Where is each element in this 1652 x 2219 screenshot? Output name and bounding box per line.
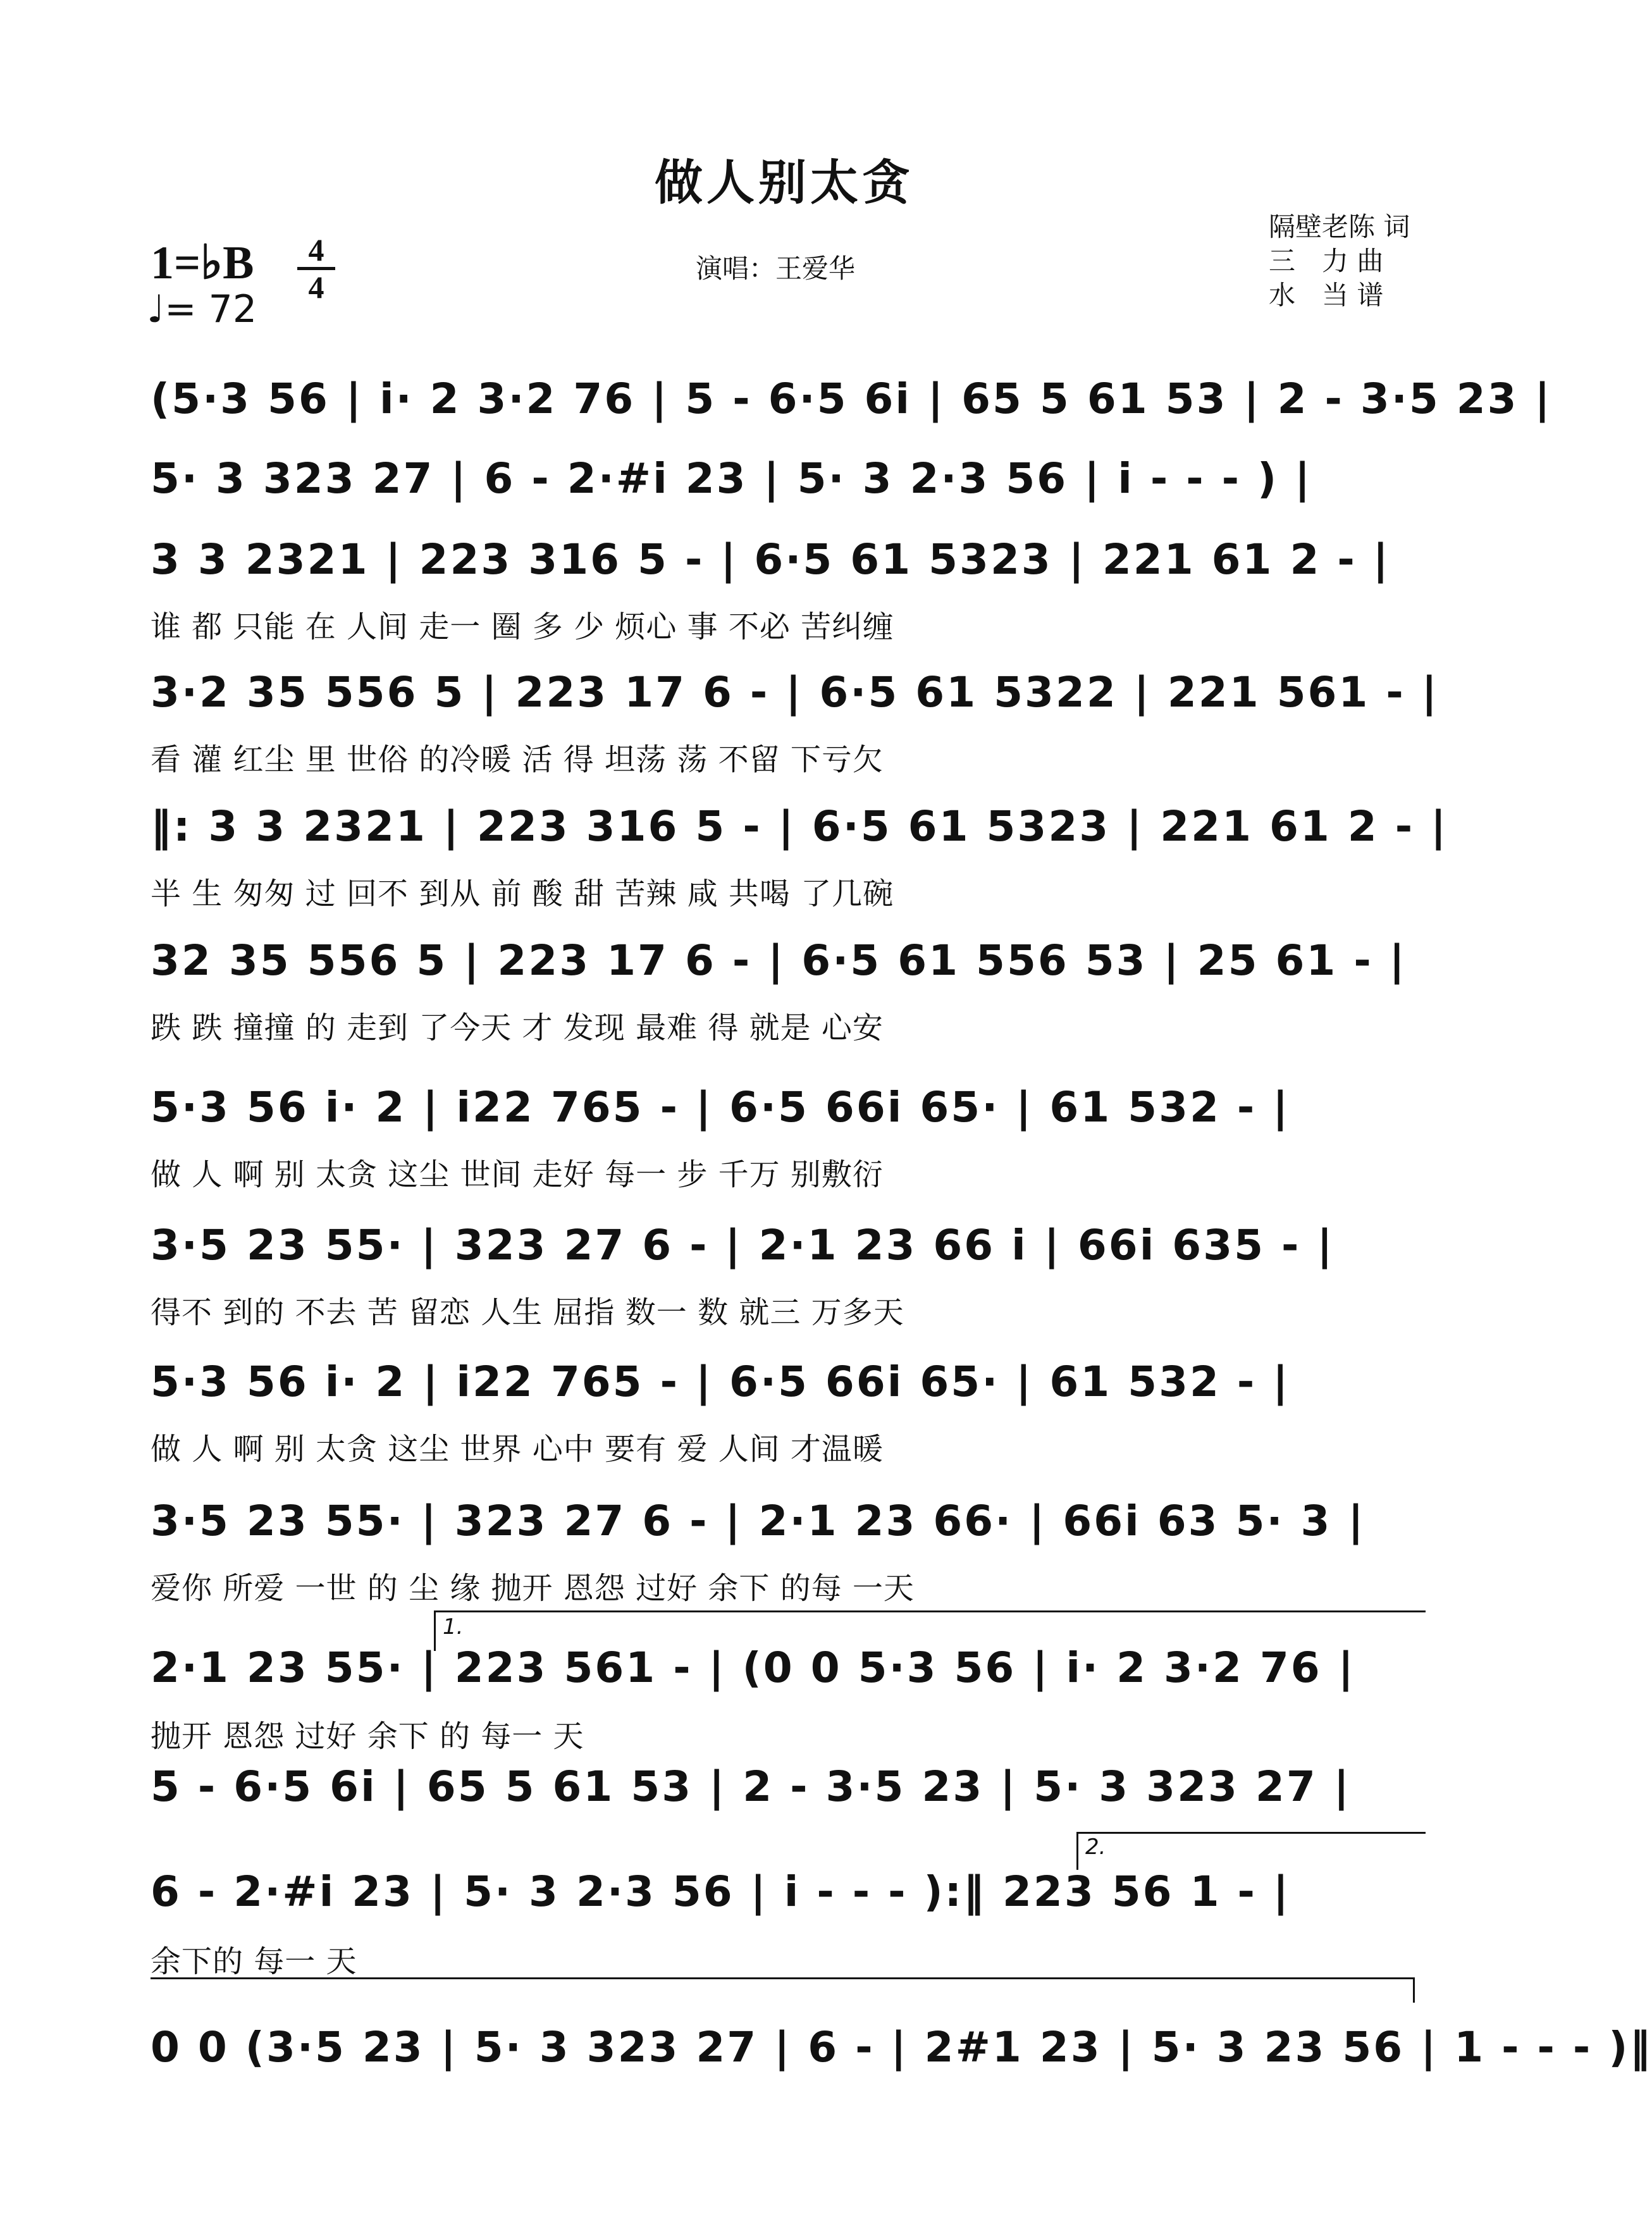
notation-row-14: 0 0 (3·5 23 | 5· 3 323 27 | 6 - | 2#1 23 | 5· 3 23 56 | 1 - - - )‖	[151, 2023, 1652, 2072]
song-title: 做人别太贪	[655, 154, 914, 211]
time-signature-top: 4	[308, 232, 324, 268]
notation-row-1: (5·3 56 | i· 2 3·2 76 | 5 - 6·5 6i | 65 5 61 53 | 2 - 3·5 23 |	[151, 374, 1552, 423]
transcriber-credit: 水 当 谱	[1269, 280, 1384, 311]
time-signature-bottom: 4	[308, 269, 324, 305]
lyricist-credit: 隔壁老陈 词	[1269, 211, 1410, 242]
second-ending-label: 2.	[1085, 1834, 1106, 1860]
composer-credit: 三 力 曲	[1269, 245, 1384, 276]
notation-row-8: 3·5 23 55· | 323 27 6 - | 2·1 23 66 i | 66i 635 - |	[151, 1221, 1335, 1270]
time-signature	[297, 234, 335, 303]
first-ending-label: 1.	[443, 1614, 464, 1640]
lyric-row-11: 抛开 恩怨 过好 余下 的 每一 天	[151, 1719, 584, 1754]
key-signature: 1=♭B	[151, 237, 254, 289]
lyric-row-7: 做 人 啊 别 太贪 这尘 世间 走好 每一 步 千万 别敷衍	[151, 1157, 884, 1192]
notation-row-4: 3·2 35 556 5 | 223 17 6 - | 6·5 61 5322 | 221 561 - |	[151, 668, 1439, 717]
notation-row-12: 5 - 6·5 6i | 65 5 61 53 | 2 - 3·5 23 | 5· 3 323 27 |	[151, 1762, 1351, 1811]
second-ending-bracket	[1076, 1832, 1426, 1834]
singer-credit: 演唱：王爱华	[696, 253, 856, 284]
lyric-row-3: 谁 都 只能 在 人间 走一 圈 多 少 烦心 事 不必 苦纠缠	[151, 609, 894, 645]
lyric-row-10: 爱你 所爱 一世 的 尘 缘 抛开 恩怨 过好 余下 的每 一天	[151, 1571, 915, 1606]
notation-row-11: 2·1 23 55· | 223 561 - | (0 0 5·3 56 | i· 2 3·2 76 |	[151, 1643, 1355, 1692]
lyric-row-6: 跌 跌 撞撞 的 走到 了今天 才 发现 最难 得 就是 心安	[151, 1010, 884, 1046]
notation-row-6: 32 35 556 5 | 223 17 6 - | 6·5 61 556 53 | 25 61 - |	[151, 936, 1407, 985]
lyric-row-9: 做 人 啊 别 太贪 这尘 世界 心中 要有 爱 人间 才温暖	[151, 1431, 884, 1467]
first-ending-bracket	[434, 1610, 1426, 1612]
notation-row-10: 3·5 23 55· | 323 27 6 - | 2·1 23 66· | 66i 63 5· 3 |	[151, 1497, 1365, 1545]
lyric-row-4: 看 灌 红尘 里 世俗 的冷暖 活 得 坦荡 荡 不留 下亏欠	[151, 742, 884, 777]
notation-row-5: ‖: 3 3 2321 | 223 316 5 - | 6·5 61 5323 | 221 61 2 - |	[151, 802, 1448, 851]
lyric-row-13: 余下的 每一 天	[151, 1944, 357, 1979]
tempo-marking: ♩= 72	[147, 287, 257, 331]
lyric-row-5: 半 生 匆匆 过 回不 到从 前 酸 甜 苦辣 咸 共喝 了几碗	[151, 876, 894, 912]
notation-row-7: 5·3 56 i· 2 | i22 765 - | 6·5 66i 65· | 61 532 - |	[151, 1083, 1290, 1132]
notation-row-9: 5·3 56 i· 2 | i22 765 - | 6·5 66i 65· | 61 532 - |	[151, 1357, 1290, 1406]
notation-row-2: 5· 3 323 27 | 6 - 2·#i 23 | 5· 3 2·3 56 | i - - - ) |	[151, 454, 1312, 503]
coda-bracket-right	[1413, 1977, 1415, 2003]
notation-row-3: 3 3 2321 | 223 316 5 - | 6·5 61 5323 | 221 61 2 - |	[151, 535, 1390, 584]
coda-bracket	[151, 1977, 1413, 1979]
second-ending-bracket-left	[1076, 1832, 1078, 1870]
lyric-row-8: 得不 到的 不去 苦 留恋 人生 屈指 数一 数 就三 万多天	[151, 1295, 904, 1330]
notation-row-13: 6 - 2·#i 23 | 5· 3 2·3 56 | i - - - ):‖ 223 56 1 - |	[151, 1867, 1290, 1916]
credits-block	[1269, 210, 1410, 312]
